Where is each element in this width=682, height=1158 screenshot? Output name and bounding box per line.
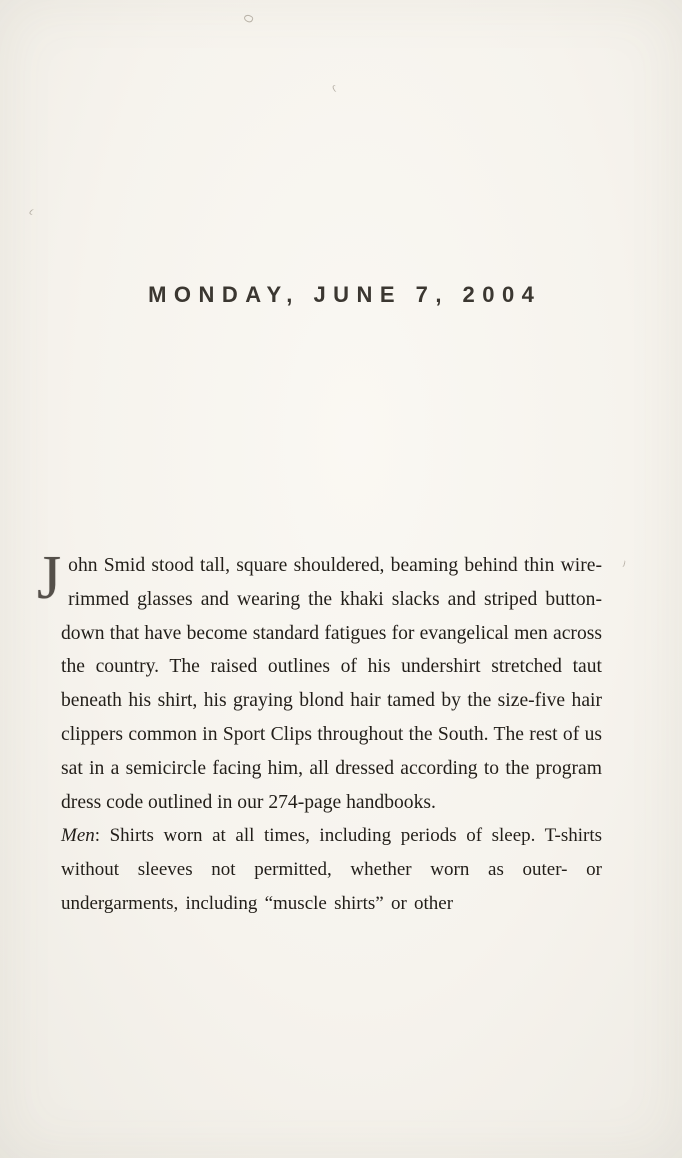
scan-artifact [29,208,36,215]
chapter-heading: MONDAY, JUNE 7, 2004 [148,282,542,307]
quote-text: : Shirts worn at all times, including periods of sleep. T-shirts without sleeves not permitted, whether worn as outer- or undergarments, including “muscle shirts” or other [61,825,602,914]
dress-code-quote [61,819,602,920]
scan-artifact [243,13,254,23]
drop-cap: J [37,544,62,612]
scan-artifact [620,560,626,568]
opening-paragraph [37,544,602,819]
scan-artifact [332,84,339,92]
paragraph-text: ohn Smid stood tall, square shouldered, beaming behind thin wire-rimmed glasses and wearing the khaki slacks and striped button-down that have become standard fatigues for evangelical men across the country. The raised outlines of his undershirt stretched taut beneath his shirt, his graying blond hair tamed by the size-five hair clippers common in Sport Clips throughout the South. The rest of us sat in a semicircle facing him, all dressed according to the program dress code outlined in our 274-page handbooks. [61,555,602,813]
body-text [37,544,602,921]
quote-lead-word: Men [61,825,95,847]
